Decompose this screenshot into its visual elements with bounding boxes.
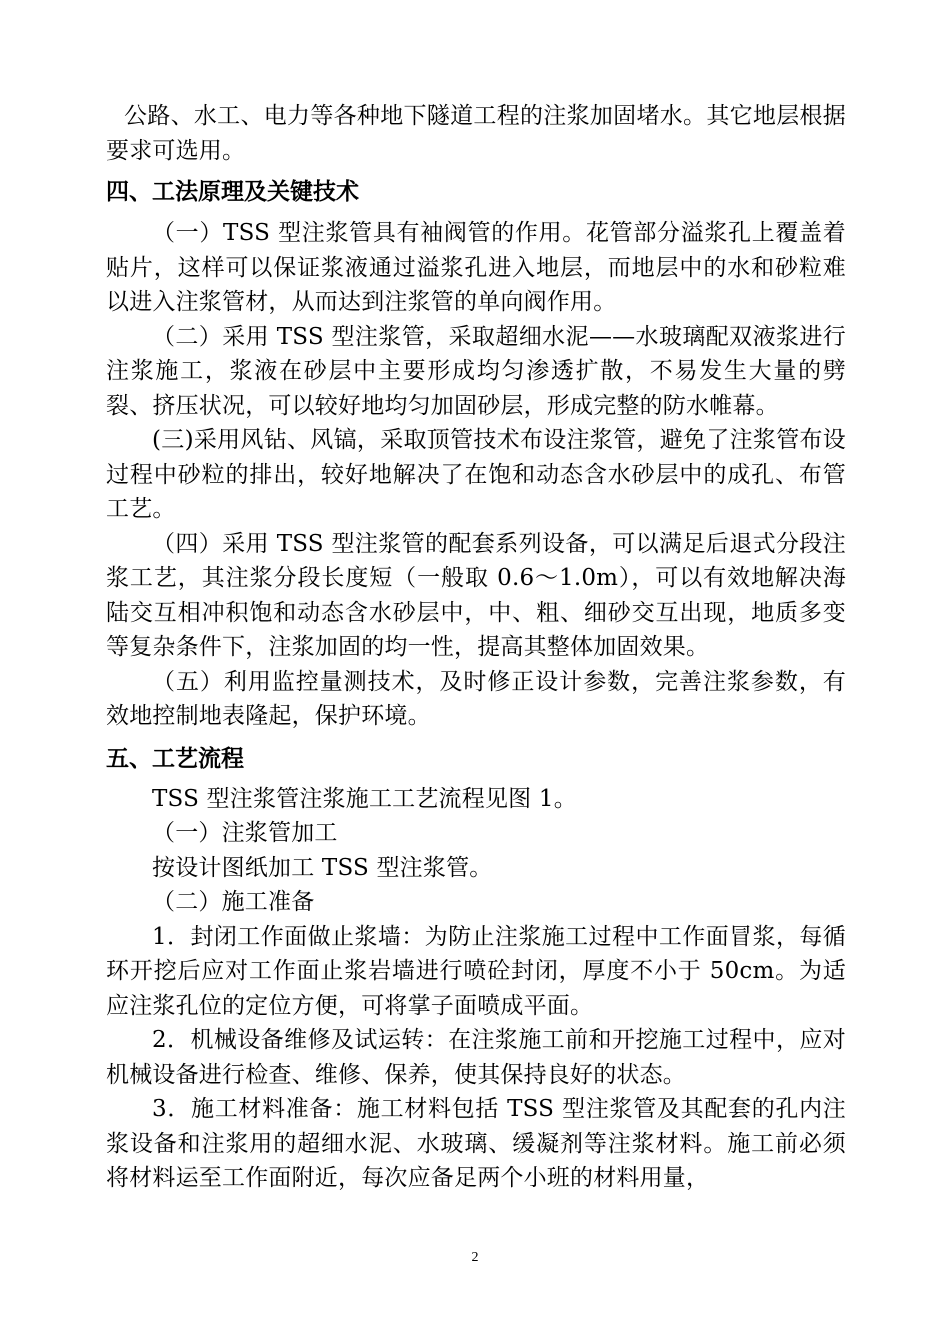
paragraph-principle-3: (三)采用风钻、风镐，采取顶管技术布设注浆管，避免了注浆管布设过程中砂粒的排出，较好地解决了在饱和动态含水砂层中的成孔、布管工艺。 bbox=[106, 427, 846, 522]
section-heading-5: 五、工艺流程 bbox=[106, 745, 244, 772]
paragraph-preparation-3: 3．施工材料准备：施工材料包括 TSS 型注浆管及其配套的孔内注浆设备和注浆用的超细水泥、水玻璃、缓凝剂等注浆材料。施工前必须将材料运至工作面附近，每次应备足两个小班的材料用量， bbox=[106, 1096, 846, 1191]
page-content bbox=[106, 99, 846, 1196]
paragraph-pipe-processing: 按设计图纸加工 TSS 型注浆管。 bbox=[152, 854, 493, 881]
paragraph-preparation-2: 2．机械设备维修及试运转：在注浆施工前和开挖施工过程中，应对机械设备进行检查、维修、保养，使其保持良好的状态。 bbox=[106, 1027, 846, 1088]
subheading-preparation: （二）施工准备 bbox=[152, 889, 315, 915]
paragraph-principle-4: （四）采用 TSS 型注浆管的配套系列设备，可以满足后退式分段注浆工艺，其注浆分段长度短（一般取 0.6～1.0m），可以有效地解决海陆交互相冲积饱和动态含水砂层中，中、粗、细砂交互出现，地质多变等复杂条件下，注浆加固的均一性，提高其整体加固效果。 bbox=[106, 530, 846, 660]
subheading-pipe-processing: （一）注浆管加工 bbox=[152, 820, 338, 846]
paragraph-continuation: 公路、水工、电力等各种地下隧道工程的注浆加固堵水。其它地层根据要求可选用。 bbox=[106, 103, 846, 164]
paragraph-preparation-1: 1．封闭工作面做止浆墙：为防止注浆施工过程中工作面冒浆，每循环开挖后应对工作面止浆岩墙进行喷砼封闭，厚度不小于 50cm。为适应注浆孔位的定位方便，可将掌子面喷成平面。 bbox=[106, 923, 846, 1019]
paragraph-principle-1: （一）TSS 型注浆管具有袖阀管的作用。花管部分溢浆孔上覆盖着贴片，这样可以保证浆液通过溢浆孔进入地层，而地层中的水和砂粒难以进入注浆管材，从而达到注浆管的单向阀作用。 bbox=[106, 220, 846, 315]
section-heading-4: 四、工法原理及关键技术 bbox=[106, 179, 359, 205]
paragraph-flow-intro: TSS 型注浆管注浆施工工艺流程见图 1。 bbox=[152, 785, 577, 812]
page-number: 2 bbox=[471, 1250, 479, 1265]
paragraph-principle-5: （五）利用监控量测技术，及时修正设计参数，完善注浆参数，有效地控制地表隆起，保护环境。 bbox=[106, 668, 846, 729]
paragraph-principle-2: （二）采用 TSS 型注浆管，采取超细水泥——水玻璃配双液浆进行注浆施工，浆液在砂层中主要形成均匀渗透扩散，不易发生大量的劈裂、挤压状况，可以较好地均匀加固砂层，形成完整的防水帷幕。 bbox=[106, 323, 846, 419]
